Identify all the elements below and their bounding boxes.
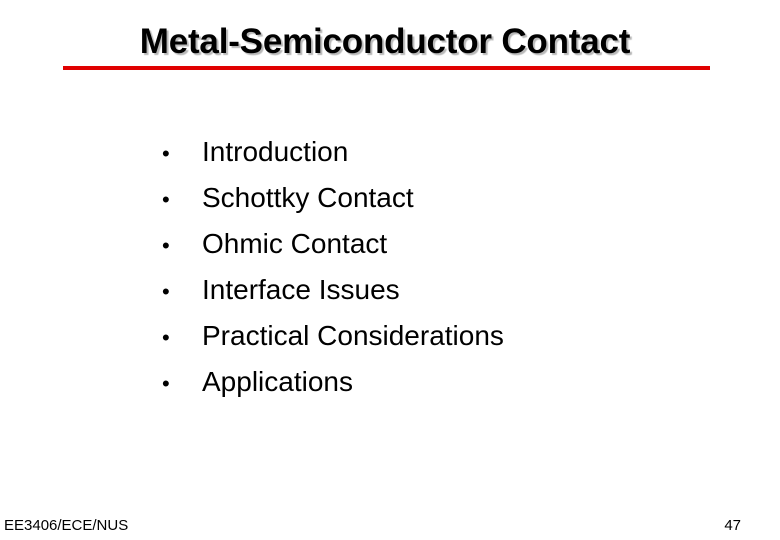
list-item [162,129,504,175]
topic-list [162,129,504,405]
list-item [162,267,504,313]
list-item [162,313,504,359]
list-item [162,359,504,405]
bullet-icon: • [162,371,170,396]
list-item-label: Introduction [202,136,349,167]
slide-title: Metal-Semiconductor Contact [139,22,631,61]
bullet-icon: • [162,187,170,212]
page-number: 47 [724,517,741,534]
bullet-icon: • [162,279,170,304]
list-item-label: Schottky Contact [202,182,414,213]
bullet-icon: • [162,325,170,350]
bullet-icon: • [162,141,170,166]
list-item [162,175,504,221]
course-footer: EE3406/ECE/NUS [4,517,129,534]
bullet-icon: • [162,233,170,258]
list-item-label: Applications [202,366,353,397]
list-item-label: Practical Considerations [202,320,504,351]
list-item [162,221,504,267]
list-item-label: Ohmic Contact [202,228,388,259]
list-item-label: Interface Issues [202,274,400,305]
title-underline [63,66,710,70]
